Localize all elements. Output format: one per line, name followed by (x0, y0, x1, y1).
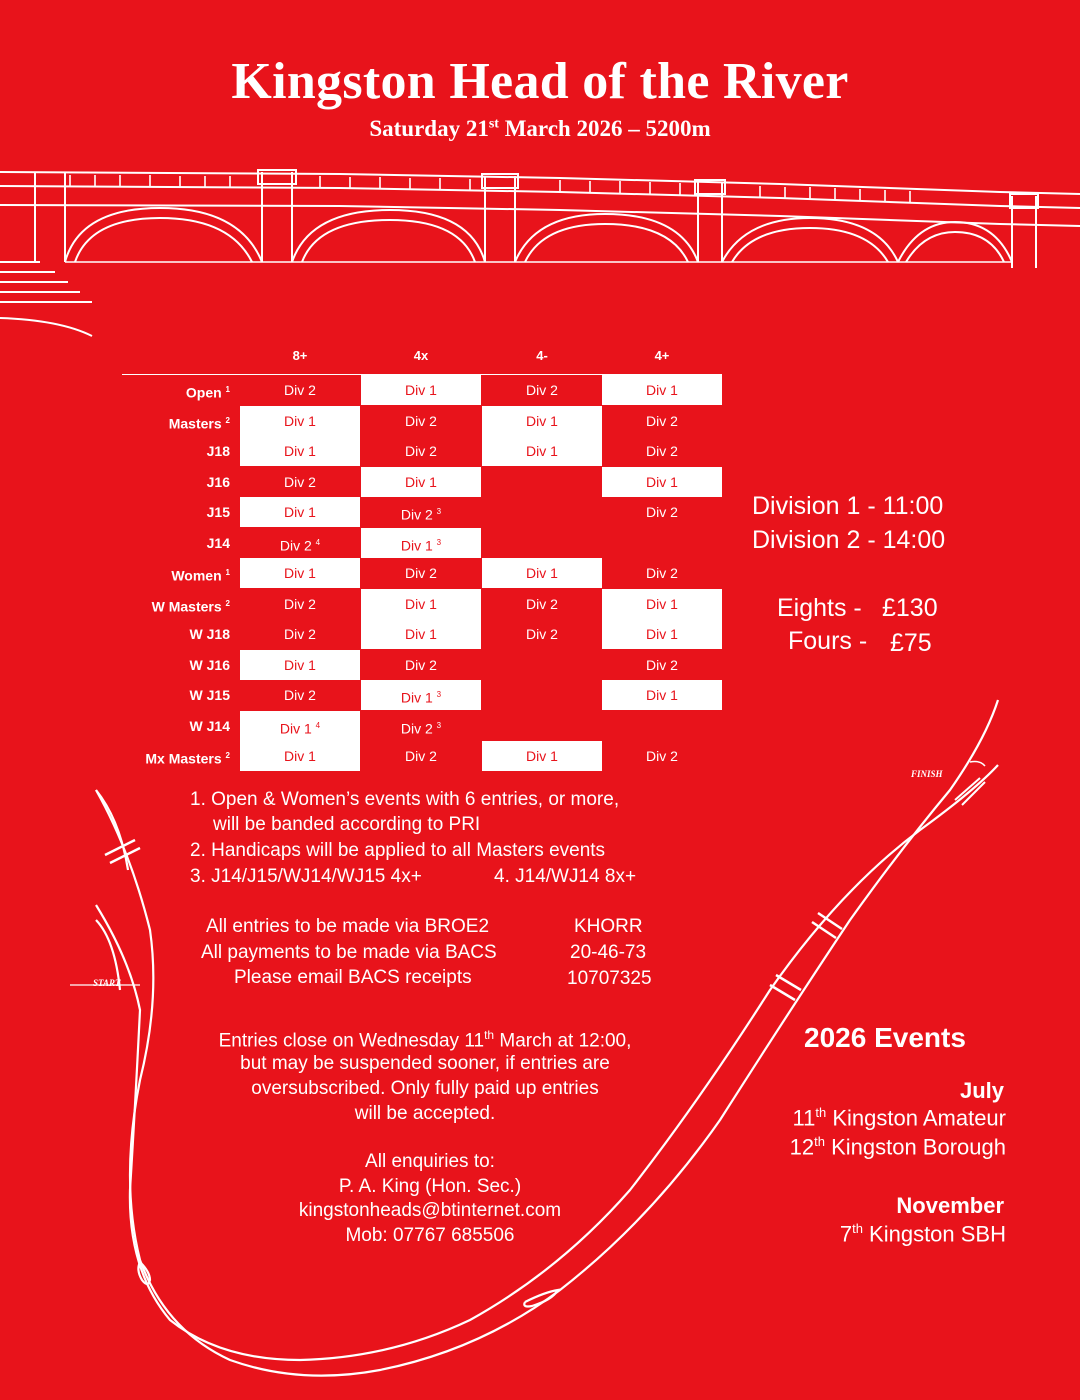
footnote-4: 4. J14/WJ14 8x+ (494, 866, 637, 887)
poster-title: Kingston Head of the River (231, 53, 849, 110)
cell-value: Div 1 (405, 595, 437, 612)
row-label (100, 375, 230, 405)
row-label (100, 497, 230, 527)
table-cell (602, 619, 722, 649)
table-cell (361, 680, 481, 710)
table-cell (240, 741, 360, 771)
cell-value: Div 2 (400, 506, 433, 523)
cell-value: Div 2 (646, 565, 678, 581)
table-cell (482, 467, 602, 497)
finish-label: FINISH (911, 769, 943, 779)
division-1-time: Division 1 - 11:00 (752, 492, 944, 520)
cell-value: Div 1 (405, 626, 437, 642)
cell-value: Div 2 (405, 412, 437, 429)
cell-footnote-mark: 3 (436, 690, 442, 699)
table-cell (240, 589, 360, 619)
table-cell (602, 436, 722, 466)
cell-value: Div 2 (526, 626, 558, 642)
entries-close-line-1: Entries close on Wednesday 11th March at 12:00, (218, 1028, 632, 1052)
table-cell (482, 528, 602, 558)
table-cell (602, 528, 722, 558)
row-label-text: W J15 (189, 687, 230, 703)
table-cell (361, 375, 481, 405)
cell-value: Div 1 (279, 720, 312, 737)
table-cell (482, 589, 602, 619)
enquiries-email[interactable]: kingstonheads@btinternet.com (298, 1200, 562, 1221)
enquiries-mobile: Mob: 07767 685506 (345, 1225, 515, 1246)
row-label-text: Open (185, 384, 222, 401)
column-header: 4+ (654, 348, 670, 363)
column-header: 8+ (292, 348, 308, 363)
cell-value: Div 2 (279, 537, 312, 554)
table-cell (602, 589, 722, 619)
cell-value: Div 1 (646, 687, 678, 703)
cell-value: Div 1 (405, 473, 437, 490)
cell-value: Div 2 (526, 382, 558, 398)
table-cell (361, 528, 481, 558)
sort-code: 20-46-73 (570, 942, 647, 963)
event-kingston-sbh: 7th Kingston SBH (839, 1221, 1006, 1247)
receipts-line: Please email BACS receipts (234, 967, 472, 988)
table-cell (361, 467, 481, 497)
table-cell (361, 497, 481, 527)
account-number: 10707325 (567, 968, 652, 989)
cell-value: Div 1 (284, 656, 316, 673)
table-cell (240, 680, 360, 710)
table-cell (482, 375, 602, 405)
footnote-1: 1. Open & Women’s events with 6 entries, or more, (190, 789, 620, 810)
row-label (100, 406, 230, 436)
cell-value: Div 2 (284, 473, 316, 490)
cell-value: Div 2 (405, 443, 437, 459)
row-label-text: J15 (206, 504, 230, 520)
footnote-1-cont: will be banded according to PRI (213, 814, 481, 835)
cell-value: Div 2 (405, 656, 437, 673)
cell-value: Div 2 (646, 748, 678, 764)
row-label (100, 619, 230, 649)
cell-value: Div 1 (646, 595, 678, 612)
row-label (100, 589, 230, 619)
cell-value: Div 1 (526, 565, 558, 581)
cell-value: Div 2 (400, 720, 433, 737)
table-cell (240, 497, 360, 527)
table-cell (482, 741, 602, 771)
footnote-3: 3. J14/J15/WJ14/WJ15 4x+ (190, 866, 422, 887)
table-cell (482, 680, 602, 710)
row-label (100, 711, 230, 741)
row-footnote-mark: 2 (225, 751, 230, 760)
enquiries-heading: All enquiries to: (365, 1151, 495, 1172)
cell-value: Div 2 (284, 382, 316, 398)
table-cell (361, 406, 481, 436)
cell-value: Div 2 (526, 595, 558, 612)
row-label (100, 436, 230, 466)
table-cell (602, 497, 722, 527)
table-cell (361, 650, 481, 680)
cell-value: Div 1 (284, 443, 316, 459)
table-cell (482, 619, 602, 649)
row-label-text: J14 (206, 534, 230, 551)
cell-value: Div 1 (405, 382, 437, 398)
eights-fee-label: Eights - (777, 594, 862, 622)
column-header: 4- (536, 348, 548, 363)
cell-value: Div 1 (646, 382, 678, 398)
table-cell (361, 558, 481, 588)
row-label-text: Masters (168, 415, 222, 432)
start-label: START (93, 978, 121, 988)
cell-value: Div 1 (526, 443, 558, 459)
events-title: 2026 Events (804, 1022, 966, 1053)
table-cell (240, 406, 360, 436)
table-cell (482, 558, 602, 588)
table-cell (361, 436, 481, 466)
table-cell (602, 467, 722, 497)
entries-line: All entries to be made via BROE2 (206, 916, 490, 937)
enquiries-name: P. A. King (Hon. Sec.) (338, 1176, 522, 1197)
column-header: 4x (413, 348, 429, 363)
table-cell (240, 650, 360, 680)
fours-fee-label: Fours - (788, 627, 868, 655)
table-cell (240, 711, 360, 741)
poster-subtitle: Saturday 21st March 2026 – 5200m (369, 116, 711, 141)
entries-close-line-3: oversubscribed. Only fully paid up entries (251, 1078, 599, 1099)
cell-value: Div 1 (526, 412, 558, 429)
row-label (100, 528, 230, 558)
cell-value: Div 2 (646, 443, 678, 459)
cell-footnote-mark: 4 (315, 720, 321, 730)
table-cell (240, 436, 360, 466)
payments-line: All payments to be made via BACS (201, 942, 497, 963)
cell-value: Div 2 (646, 412, 678, 429)
events-month-july: July (959, 1078, 1004, 1103)
table-cell (361, 741, 481, 771)
table-cell (482, 436, 602, 466)
cell-value: Div 2 (284, 595, 316, 612)
table-cell (602, 375, 722, 405)
cell-value: Div 1 (646, 473, 678, 490)
row-label-text: W Masters (151, 598, 222, 615)
row-footnote-mark: 2 (225, 415, 230, 425)
fours-fee-value: £75 (890, 629, 932, 657)
table-cell (361, 619, 481, 649)
table-cell (602, 650, 722, 680)
table-cell (602, 680, 722, 710)
cell-value: Div 1 (284, 748, 316, 764)
cell-value: Div 1 (284, 504, 316, 520)
table-cell (602, 711, 722, 741)
cell-value: Div 2 (646, 504, 678, 520)
cell-value: Div 2 (405, 565, 437, 581)
cell-value: Div 2 (284, 687, 316, 703)
row-label-text: Mx Masters (145, 750, 222, 767)
table-cell (602, 558, 722, 588)
cell-value: Div 1 (400, 689, 433, 706)
table-cell (482, 406, 602, 436)
cell-value: Div 2 (405, 748, 437, 764)
cell-value: Div 2 (646, 656, 678, 673)
table-cell (482, 650, 602, 680)
row-label (100, 558, 230, 588)
events-month-november: November (896, 1193, 1004, 1218)
row-label (100, 680, 230, 710)
footnote-2: 2. Handicaps will be applied to all Masters events (190, 840, 606, 861)
row-label-text: W J16 (189, 656, 230, 673)
event-kingston-borough: 12th Kingston Borough (789, 1134, 1006, 1160)
cell-value: Div 1 (400, 537, 433, 554)
table-cell (240, 619, 360, 649)
entries-value: KHORR (574, 916, 643, 937)
cell-footnote-mark: 3 (436, 537, 442, 547)
row-label-text: Women (171, 567, 222, 584)
entries-close-line-2: but may be suspended sooner, if entries are (240, 1053, 610, 1074)
event-kingston-amateur: 11th Kingston Amateur (792, 1105, 1006, 1131)
entries-close-line-4: will be accepted. (354, 1103, 496, 1124)
table-cell (482, 497, 602, 527)
cell-footnote-mark: 3 (436, 720, 442, 730)
row-label-text: J18 (206, 443, 230, 459)
row-label-text: W J18 (189, 626, 230, 642)
cell-value: Div 2 (284, 626, 316, 642)
table-cell (240, 528, 360, 558)
cell-footnote-mark: 4 (315, 537, 321, 547)
cell-value: Div 1 (646, 626, 678, 642)
row-label (100, 650, 230, 680)
row-label-text: W J14 (189, 717, 230, 734)
row-footnote-mark: 2 (225, 598, 230, 608)
table-cell (240, 467, 360, 497)
eights-fee-value: £130 (882, 594, 938, 622)
cell-value: Div 1 (284, 565, 316, 581)
row-label (100, 741, 230, 771)
row-footnote-mark: 1 (225, 385, 230, 394)
table-cell (602, 741, 722, 771)
row-footnote-mark: 1 (225, 568, 230, 577)
table-cell (361, 589, 481, 619)
row-label (100, 467, 230, 497)
table-cell (361, 711, 481, 741)
table-cell (602, 406, 722, 436)
table-cell (482, 711, 602, 741)
cell-footnote-mark: 3 (436, 507, 442, 516)
division-2-time: Division 2 - 14:00 (752, 526, 946, 554)
table-cell (240, 375, 360, 405)
cell-value: Div 1 (526, 748, 558, 764)
cell-value: Div 1 (284, 412, 316, 429)
row-label-text: J16 (206, 473, 230, 490)
table-cell (240, 558, 360, 588)
